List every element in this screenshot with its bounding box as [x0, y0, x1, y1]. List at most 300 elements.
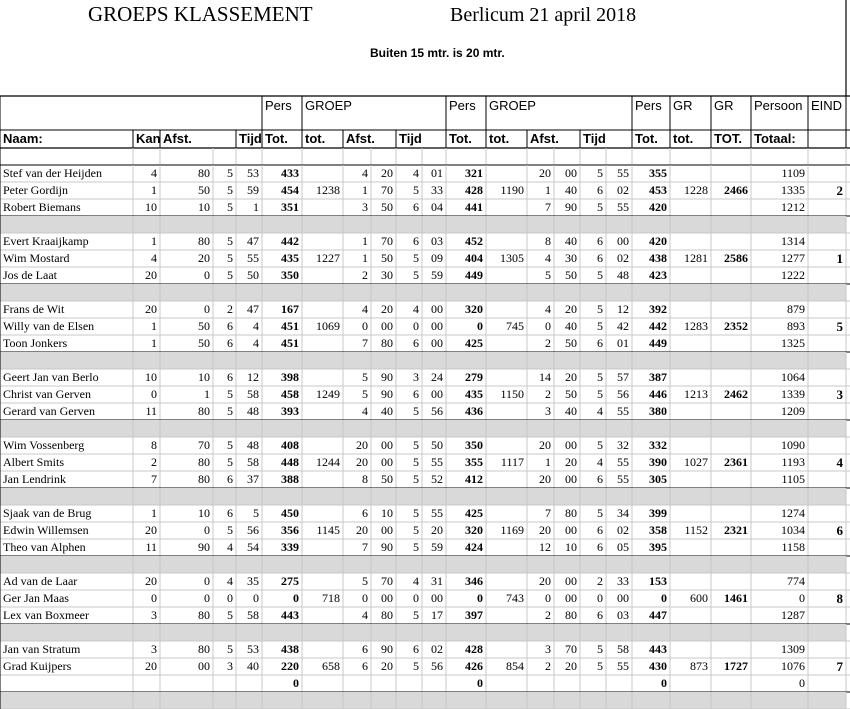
table-cell: 20	[539, 574, 551, 588]
table-cell: 34	[617, 506, 629, 520]
table-cell: 32	[617, 438, 629, 452]
table-cell: 424	[465, 540, 483, 554]
table-cell: 20	[565, 302, 577, 316]
table-cell: 0	[545, 319, 551, 333]
table-cell: 1076	[781, 659, 805, 673]
table-cell: 50	[565, 387, 577, 401]
table-cell: 50	[381, 472, 393, 486]
table-cell: 423	[649, 268, 667, 282]
header-7: Persoon	[754, 98, 803, 113]
table-cell: 1	[151, 336, 157, 350]
table-cell: 1335	[781, 183, 805, 197]
column-header: Afst.	[346, 131, 375, 146]
table-cell: 00	[617, 591, 629, 605]
table-cell: 1090	[781, 438, 805, 452]
table-cell: 0	[597, 591, 603, 605]
table-cell: 1	[545, 455, 551, 469]
table-cell: 443	[281, 608, 299, 622]
table-cell: 448	[281, 455, 299, 469]
table-cell: 00	[565, 472, 577, 486]
table-cell: 2462	[724, 387, 748, 401]
player-name: Gerard van Gerven	[3, 404, 95, 418]
table-cell: 56	[247, 523, 259, 537]
table-cell: 446	[649, 387, 667, 401]
table-cell: 5	[227, 251, 233, 265]
table-cell: 5	[413, 472, 419, 486]
table-cell: 00	[565, 574, 577, 588]
table-cell: 6	[413, 642, 419, 656]
table-cell: 02	[617, 523, 629, 537]
table-cell: 20	[539, 523, 551, 537]
table-cell: 4	[151, 166, 157, 180]
table-cell: 1274	[781, 506, 805, 520]
header-0: Pers	[265, 98, 292, 113]
table-cell: 425	[465, 506, 483, 520]
table-cell: 3	[151, 608, 157, 622]
table-cell: 1027	[684, 455, 708, 469]
table-cell: 332	[649, 438, 667, 452]
table-cell: 80	[198, 472, 210, 486]
table-cell: 5	[413, 455, 419, 469]
column-header: Naam:	[3, 131, 43, 146]
table-cell: 5	[413, 268, 419, 282]
header-3: GROEP	[489, 98, 536, 113]
header-4: Pers	[635, 98, 662, 113]
table-cell: 80	[198, 166, 210, 180]
table-cell: 57	[617, 370, 629, 384]
table-cell: 1105	[781, 472, 805, 486]
player-name: Jan Lendrink	[3, 472, 66, 486]
table-cell: 70	[198, 438, 210, 452]
table-cell: 6	[597, 608, 603, 622]
table-cell: 0	[204, 523, 210, 537]
table-cell: 0	[204, 574, 210, 588]
table-cell: 447	[649, 608, 667, 622]
table-cell: 321	[465, 166, 483, 180]
table-cell: 5	[227, 455, 233, 469]
table-cell: 20	[381, 302, 393, 316]
table-cell: 6	[413, 200, 419, 214]
group-separator	[0, 420, 846, 437]
table-cell: 5	[597, 506, 603, 520]
table-cell: 893	[787, 319, 805, 333]
table-cell: 20	[431, 523, 443, 537]
table-cell: 00	[431, 387, 443, 401]
table-cell: 6	[227, 319, 233, 333]
column-header: Afst.	[530, 131, 559, 146]
table-cell: 420	[649, 234, 667, 248]
table-cell: 443	[649, 642, 667, 656]
table-cell: 55	[617, 455, 629, 469]
column-header: Tijd	[239, 131, 262, 146]
table-cell: 5	[413, 659, 419, 673]
table-cell: 7	[362, 336, 368, 350]
table-cell: 00	[431, 591, 443, 605]
table-cell: 1244	[316, 455, 340, 469]
table-cell: 1	[836, 251, 843, 266]
table-cell: 2321	[724, 523, 748, 537]
table-cell: 879	[787, 302, 805, 316]
table-cell: 5	[227, 642, 233, 656]
table-cell: 20	[356, 438, 368, 452]
table-cell: 0	[293, 676, 299, 690]
table-cell: 395	[649, 540, 667, 554]
group-separator	[0, 624, 846, 641]
player-name: Christ van Gerven	[3, 387, 91, 401]
table-cell: 47	[247, 302, 259, 316]
header-5: GR	[673, 98, 693, 113]
table-cell: 50	[247, 268, 259, 282]
table-cell: 5	[413, 251, 419, 265]
table-cell: 5	[413, 506, 419, 520]
table-cell: 2	[597, 574, 603, 588]
table-cell: 5	[597, 319, 603, 333]
table-cell: 20	[565, 659, 577, 673]
table-cell: 6	[836, 523, 843, 538]
table-cell: 2	[545, 608, 551, 622]
table-cell: 00	[617, 234, 629, 248]
table-cell: 4	[597, 455, 603, 469]
table-cell: 50	[381, 200, 393, 214]
table-cell: 70	[381, 574, 393, 588]
table-cell: 1325	[781, 336, 805, 350]
table-cell: 10	[145, 200, 157, 214]
table-cell: 02	[617, 183, 629, 197]
table-cell: 2	[836, 183, 843, 198]
table-cell: 00	[381, 523, 393, 537]
header-8: EIND	[811, 98, 843, 113]
table-cell: 12	[617, 302, 629, 316]
table-cell: 435	[281, 251, 299, 265]
table-cell: 1169	[500, 523, 524, 537]
table-cell: 56	[617, 387, 629, 401]
table-cell: 00	[565, 591, 577, 605]
table-cell: 6	[597, 540, 603, 554]
table-cell: 5	[253, 506, 259, 520]
table-cell: 2	[545, 659, 551, 673]
table-cell: 428	[465, 642, 483, 656]
table-cell: 80	[198, 234, 210, 248]
table-cell: 6	[227, 472, 233, 486]
table-cell: 397	[465, 608, 483, 622]
table-cell: 0	[799, 676, 805, 690]
column-header: Tot.	[449, 131, 472, 146]
table-cell: 1249	[316, 387, 340, 401]
table-cell: 1	[362, 183, 368, 197]
table-cell: 1152	[684, 523, 708, 537]
table-cell: 2	[151, 455, 157, 469]
table-cell: 20	[356, 523, 368, 537]
column-header: Tot.	[635, 131, 658, 146]
table-cell: 4	[597, 404, 603, 418]
table-cell: 873	[690, 659, 708, 673]
table-cell: 0	[204, 302, 210, 316]
table-cell: 00	[381, 319, 393, 333]
table-cell: 0	[799, 591, 805, 605]
table-cell: 0	[151, 387, 157, 401]
table-cell: 1	[362, 251, 368, 265]
table-cell: 54	[247, 540, 259, 554]
table-cell: 6	[597, 234, 603, 248]
table-cell: 7	[362, 540, 368, 554]
table-cell: 5	[227, 234, 233, 248]
table-cell: 5	[413, 540, 419, 554]
table-cell: 35	[247, 574, 259, 588]
table-cell: 350	[465, 438, 483, 452]
player-name: Frans de Wit	[3, 302, 65, 316]
table-cell: 56	[431, 659, 443, 673]
table-cell: 0	[661, 676, 667, 690]
table-cell: 420	[649, 200, 667, 214]
table-cell: 58	[247, 455, 259, 469]
table-cell: 55	[431, 455, 443, 469]
table-cell: 5	[545, 268, 551, 282]
table-cell: 220	[281, 659, 299, 673]
table-cell: 0	[477, 319, 483, 333]
table-cell: 50	[198, 319, 210, 333]
player-name: Ger Jan Maas	[3, 591, 69, 605]
table-cell: 40	[565, 183, 577, 197]
table-cell: 2352	[724, 319, 748, 333]
table-cell: 5	[597, 370, 603, 384]
table-cell: 80	[198, 608, 210, 622]
table-cell: 426	[465, 659, 483, 673]
table-cell: 5	[597, 302, 603, 316]
header-1: GROEP	[305, 98, 352, 113]
table-cell: 1238	[316, 183, 340, 197]
table-cell: 50	[431, 438, 443, 452]
table-cell: 20	[565, 455, 577, 469]
table-cell: 404	[465, 251, 483, 265]
table-cell: 358	[649, 523, 667, 537]
table-cell: 14	[539, 370, 551, 384]
table-cell: 2	[545, 387, 551, 401]
table-cell: 3	[545, 642, 551, 656]
table-cell: 4	[362, 404, 368, 418]
table-cell: 5	[597, 166, 603, 180]
table-cell: 5	[836, 319, 843, 334]
subtitle: Buiten 15 mtr. is 20 mtr.	[370, 46, 505, 60]
header-6: GR	[714, 98, 734, 113]
table-cell: 20	[539, 166, 551, 180]
player-name: Jan van Stratum	[3, 642, 81, 656]
table-cell: 167	[281, 302, 299, 316]
table-cell: 0	[661, 591, 667, 605]
table-cell: 5	[227, 608, 233, 622]
table-cell: 1193	[781, 455, 805, 469]
table-cell: 854	[506, 659, 524, 673]
table-cell: 03	[617, 608, 629, 622]
table-cell: 346	[465, 574, 483, 588]
table-cell: 58	[617, 642, 629, 656]
table-cell: 20	[145, 659, 157, 673]
table-cell: 00	[381, 455, 393, 469]
table-cell: 40	[381, 404, 393, 418]
table-cell: 1	[204, 387, 210, 401]
table-cell: 20	[198, 251, 210, 265]
table-cell: 305	[649, 472, 667, 486]
table-cell: 55	[617, 659, 629, 673]
table-cell: 0	[477, 676, 483, 690]
player-name: Theo van Alphen	[3, 540, 86, 554]
table-cell: 0	[293, 591, 299, 605]
table-cell: 450	[281, 506, 299, 520]
table-cell: 355	[649, 166, 667, 180]
player-name: Evert Kraaijkamp	[3, 234, 89, 248]
table-cell: 387	[649, 370, 667, 384]
column-header: tot.	[305, 131, 326, 146]
player-name: Sjaak van de Brug	[3, 506, 92, 520]
table-cell: 1	[151, 506, 157, 520]
table-cell: 1117	[500, 455, 524, 469]
table-cell: 8	[362, 472, 368, 486]
player-name: Peter Gordijn	[3, 183, 68, 197]
table-cell: 6	[597, 183, 603, 197]
table-cell: 30	[381, 268, 393, 282]
table-cell: 8	[151, 438, 157, 452]
table-cell: 438	[649, 251, 667, 265]
table-cell: 48	[247, 404, 259, 418]
player-name: Edwin Willemsen	[3, 523, 89, 537]
group-separator	[0, 284, 846, 301]
table-cell: 80	[381, 608, 393, 622]
table-cell: 6	[227, 336, 233, 350]
table-cell: 5	[413, 404, 419, 418]
table-cell: 436	[465, 404, 483, 418]
table-cell: 50	[381, 251, 393, 265]
table-cell: 458	[281, 387, 299, 401]
table-cell: 40	[565, 319, 577, 333]
table-cell: 20	[565, 370, 577, 384]
table-cell: 6	[362, 642, 368, 656]
table-cell: 70	[381, 183, 393, 197]
player-name: Ad van de Laar	[3, 574, 78, 588]
column-header: Totaal:	[754, 131, 796, 146]
table-cell: 12	[539, 540, 551, 554]
table-cell: 351	[281, 200, 299, 214]
table-cell: 02	[431, 642, 443, 656]
table-cell: 20	[356, 455, 368, 469]
table-cell: 5	[227, 438, 233, 452]
table-cell: 412	[465, 472, 483, 486]
table-cell: 10	[198, 370, 210, 384]
table-cell: 00	[431, 336, 443, 350]
table-cell: 1	[151, 183, 157, 197]
table-cell: 4	[413, 574, 419, 588]
table-cell: 1228	[684, 183, 708, 197]
table-cell: 10	[381, 506, 393, 520]
table-cell: 24	[431, 370, 443, 384]
table-cell: 4	[362, 608, 368, 622]
player-name: Willy van de Elsen	[3, 319, 95, 333]
table-cell: 0	[204, 268, 210, 282]
table-cell: 5	[597, 387, 603, 401]
group-separator	[0, 692, 846, 709]
table-cell: 1339	[781, 387, 805, 401]
table-cell: 3	[362, 200, 368, 214]
table-cell: 52	[431, 472, 443, 486]
player-name: Stef van der Heijden	[3, 166, 102, 180]
table-cell: 53	[247, 642, 259, 656]
player-name: Albert Smits	[3, 455, 65, 469]
table-cell: 00	[381, 438, 393, 452]
table-cell: 20	[145, 523, 157, 537]
table-cell: 0	[545, 591, 551, 605]
table-cell: 00	[381, 591, 393, 605]
table-cell: 4	[545, 251, 551, 265]
table-cell: 399	[649, 506, 667, 520]
table-cell: 4	[362, 302, 368, 316]
table-cell: 5	[413, 438, 419, 452]
table-cell: 10	[145, 370, 157, 384]
table-cell: 0	[477, 591, 483, 605]
table-cell: 12	[247, 370, 259, 384]
table-cell: 20	[381, 166, 393, 180]
page-title: GROEPS KLASSEMENT	[88, 2, 313, 26]
table-cell: 55	[617, 472, 629, 486]
table-cell: 7	[545, 506, 551, 520]
column-header: tot.	[489, 131, 510, 146]
table-cell: 658	[322, 659, 340, 673]
table-cell: 40	[247, 659, 259, 673]
table-cell: 30	[565, 251, 577, 265]
table-cell: 1064	[781, 370, 805, 384]
table-cell: 1034	[781, 523, 805, 537]
table-cell: 1	[253, 200, 259, 214]
table-cell: 4	[836, 455, 843, 470]
table-cell: 1109	[781, 166, 805, 180]
table-cell: 40	[565, 234, 577, 248]
table-cell: 441	[465, 200, 483, 214]
table-cell: 90	[198, 540, 210, 554]
table-cell: 2466	[724, 183, 748, 197]
table-cell: 90	[565, 200, 577, 214]
column-header: Afst.	[163, 131, 192, 146]
table-cell: 1727	[724, 659, 748, 673]
table-cell: 1158	[781, 540, 805, 554]
table-cell: 5	[597, 200, 603, 214]
table-cell: 90	[381, 540, 393, 554]
table-cell: 0	[227, 591, 233, 605]
table-cell: 56	[431, 404, 443, 418]
table-cell: 6	[413, 234, 419, 248]
table-cell: 00	[431, 302, 443, 316]
table-cell: 275	[281, 574, 299, 588]
table-cell: 0	[413, 319, 419, 333]
table-cell: 5	[362, 387, 368, 401]
table-cell: 20	[145, 574, 157, 588]
table-cell: 33	[431, 183, 443, 197]
table-cell: 449	[465, 268, 483, 282]
table-cell: 1222	[781, 268, 805, 282]
table-cell: 5	[227, 183, 233, 197]
table-cell: 55	[431, 506, 443, 520]
table-cell: 1	[151, 319, 157, 333]
column-header: Tijd	[399, 131, 422, 146]
table-cell: 10	[565, 540, 577, 554]
table-cell: 80	[381, 336, 393, 350]
table-cell: 53	[247, 166, 259, 180]
table-cell: 1281	[684, 251, 708, 265]
table-cell: 4	[413, 166, 419, 180]
table-cell: 00	[565, 438, 577, 452]
table-cell: 6	[597, 472, 603, 486]
table-cell: 5	[413, 608, 419, 622]
column-header: TOT.	[714, 131, 742, 146]
table-cell: 2586	[724, 251, 748, 265]
table-cell: 0	[362, 591, 368, 605]
table-cell: 1	[151, 234, 157, 248]
